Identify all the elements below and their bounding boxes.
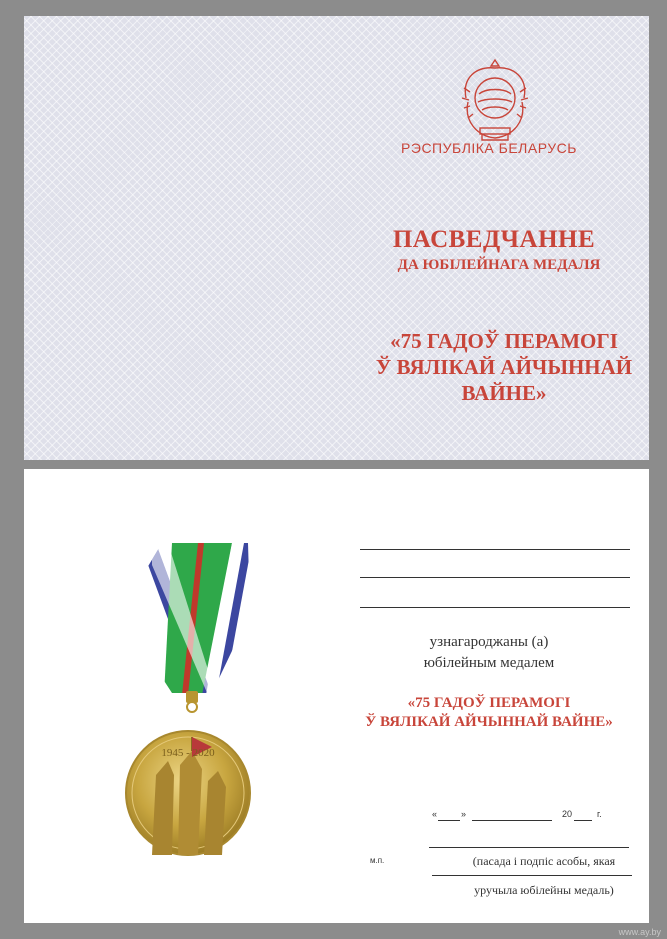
medal-name-line2: Ў ВЯЛІКАЙ АЙЧЫННАЙ ВАЙНЕ» — [375, 355, 633, 405]
certificate-inside — [24, 469, 649, 923]
signature-caption — [444, 847, 644, 905]
certificate-title: ПАСВЕДЧАННЕ — [392, 226, 596, 253]
awarded-line1: узнагароджаны (а) — [429, 634, 549, 650]
caption-line2: уручыла юбілейны медаль) — [474, 883, 614, 897]
watermark: www.ay.by — [618, 927, 661, 937]
medal-years: 1945 - 2020 — [161, 747, 215, 759]
state-emblem-icon — [456, 58, 534, 146]
inside-medal-line1: «75 ГАДОЎ ПЕРАМОГІ — [407, 695, 571, 711]
month-blank[interactable] — [472, 820, 552, 821]
certificate-cover — [24, 16, 649, 460]
day-blank[interactable] — [438, 820, 460, 821]
recipient-line-3[interactable] — [360, 607, 630, 608]
medal-name — [354, 328, 654, 406]
caption-line1: (пасада і подпіс асобы, якая — [472, 854, 616, 868]
medal-illustration — [112, 525, 262, 915]
stamp-label: м.п. — [370, 856, 385, 865]
year-prefix: 20 — [562, 809, 573, 819]
country-name: РЭСПУБЛІКА БЕЛАРУСЬ — [401, 140, 577, 156]
year-suffix: г. — [597, 809, 602, 819]
date-open-quote: « — [432, 809, 438, 819]
medal-name-line1: «75 ГАДОЎ ПЕРАМОГІ — [390, 329, 618, 353]
date-close-quote: » — [461, 809, 467, 819]
inside-medal-name — [339, 694, 639, 732]
awarded-line2: юбілейным медалем — [423, 655, 555, 671]
recipient-line-1[interactable] — [360, 549, 630, 550]
awarded-text — [344, 632, 634, 674]
inside-medal-line2: Ў ВЯЛІКАЙ АЙЧЫННАЙ ВАЙНЕ» — [365, 714, 613, 730]
certificate-subtitle: ДА ЮБІЛЕЙНАГА МЕДАЛЯ — [397, 257, 601, 273]
recipient-line-2[interactable] — [360, 577, 630, 578]
year-blank[interactable] — [574, 820, 592, 821]
